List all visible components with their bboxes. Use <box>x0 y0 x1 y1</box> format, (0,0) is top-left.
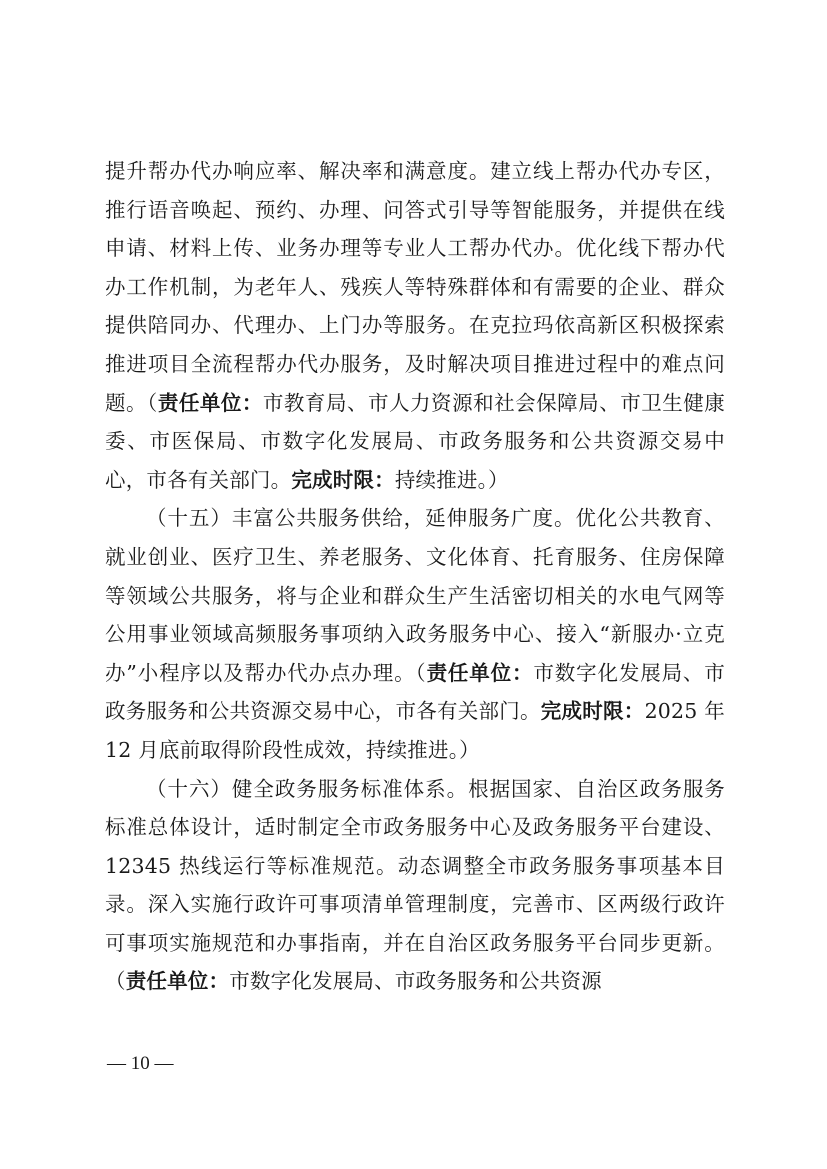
paragraph-service-response <box>105 152 725 499</box>
page-number: — 10 — <box>107 1053 174 1074</box>
deadline-text: 持续推进。） <box>394 467 509 492</box>
paragraph-item-15 <box>105 499 725 769</box>
responsible-unit-text: 市教育局、市人力资源和社会保障局、市卫生健康委、市医保局、市数字化发展局、市政务服务和公共资源交易中心，市各有关部门。 <box>105 390 725 492</box>
responsible-unit-text: 市数字化发展局、市政务服务和公共资源 <box>229 969 602 994</box>
paragraph-text: （十六）健全政务服务标准体系。根据国家、自治区政务服务标准总体设计，适时制定全市政务服务中心及政务服务平台建设、12345 热线运行等标准规范。动态调整全市政务服务事项基本目录。深入实施行政许可事项清单管理制度，完善市、区两级行政许可事项实施规范和办事指南，并在自治区政务服务平台同步更新。（ <box>105 776 725 994</box>
deadline-label: 完成时限： <box>540 699 645 724</box>
responsible-unit-label: 责任单位： <box>426 660 534 685</box>
paragraph-text: 提升帮办代办响应率、解决率和满意度。建立线上帮办代办专区，推行语音唤起、预约、办理、问答式引导等智能服务，并提供在线申请、材料上传、业务办理等专业人工帮办代办。优化线下帮办代办工作机制，为老年人、残疾人等特殊群体和有需要的企业、群众提供陪同办、代理办、上门办等服务。在克拉玛依高新区积极探索推进项目全流程帮办代办服务，及时解决项目推进过程中的难点问题。（ <box>105 159 725 415</box>
deadline-text: 2025 年 12 月底前取得阶段性成效，持续推进。） <box>105 699 726 762</box>
responsible-unit-label: 责任单位： <box>125 969 230 994</box>
paragraph-text: （十五）丰富公共服务供给，延伸服务广度。优化公共教育、就业创业、医疗卫生、养老服务、文化体育、托育服务、住房保障等领域公共服务，将与企业和群众生产生活密切相关的水电气网等公用事业领域高频服务事项纳入政务服务中心、接入“新服办·立克办”小程序以及帮办代办点办理。（ <box>105 506 725 685</box>
responsible-unit-text: 市数字化发展局、市政务服务和公共资源交易中心，市各有关部门。 <box>105 660 726 724</box>
deadline-label: 完成时限： <box>291 467 395 492</box>
paragraph-item-16 <box>105 770 725 1002</box>
responsible-unit-label: 责任单位： <box>157 390 263 415</box>
document-body <box>105 152 725 1001</box>
